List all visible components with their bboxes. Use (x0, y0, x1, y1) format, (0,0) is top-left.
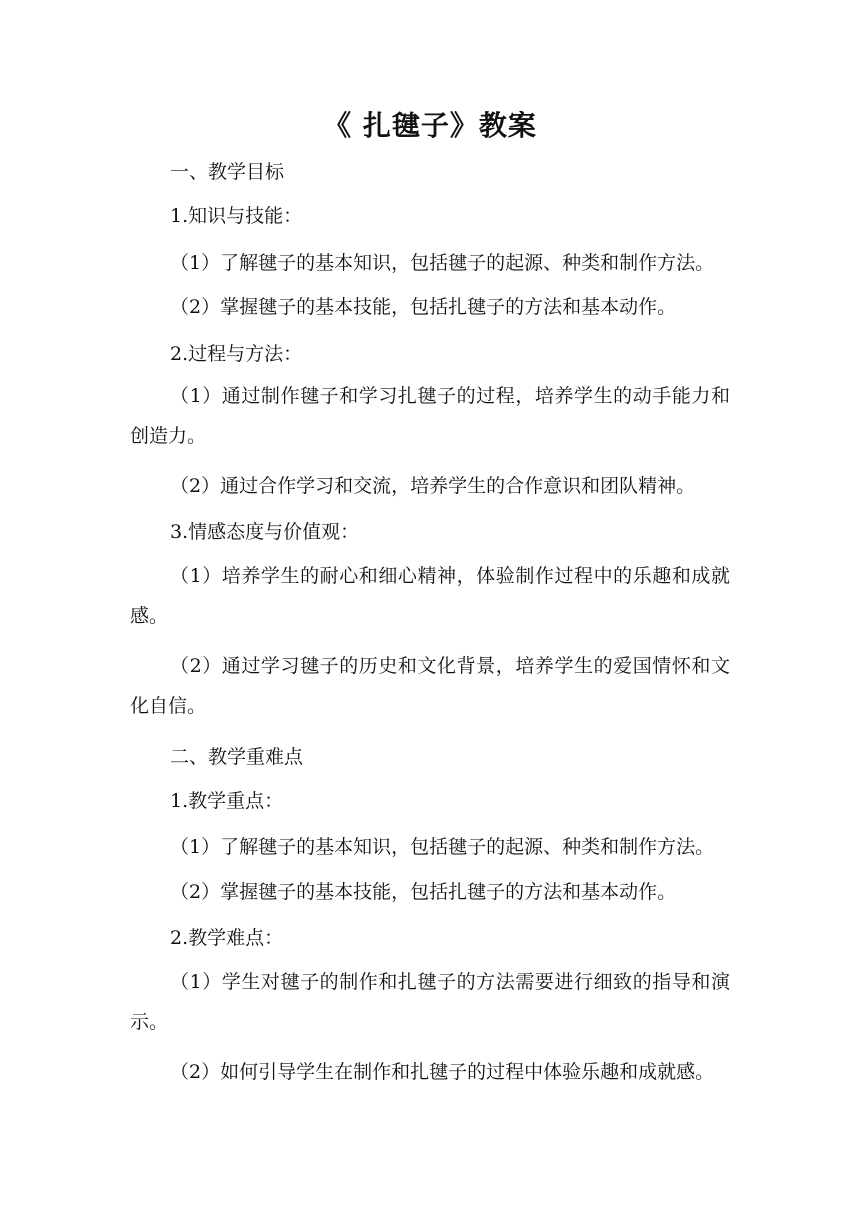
document-title: 《 扎毽子》教案 (323, 109, 537, 142)
subheading-difficulty: 2.教学难点： (170, 927, 284, 949)
paragraph: （2）通过学习毽子的历史和文化背景，培养学生的爱国情怀和文化自信。 (130, 655, 730, 717)
paragraph: （1）培养学生的耐心和细心精神，体验制作过程中的乐趣和成就感。 (130, 565, 730, 627)
subheading-process-methods: 2.过程与方法： (170, 343, 303, 365)
paragraph: （2）通过合作学习和交流，培养学生的合作意识和团队精神。 (170, 475, 696, 497)
section-heading-objectives: 一、教学目标 (170, 161, 285, 183)
subheading-focus: 1.教学重点： (170, 790, 284, 812)
paragraph: （1）通过制作毽子和学习扎毽子的过程，培养学生的动手能力和创造力。 (130, 385, 730, 447)
paragraph: （1）了解毽子的基本知识，包括毽子的起源、种类和制作方法。 (170, 836, 715, 858)
paragraph: （1）了解毽子的基本知识，包括毽子的起源、种类和制作方法。 (170, 252, 715, 274)
paragraph: （2）掌握毽子的基本技能，包括扎毽子的方法和基本动作。 (170, 296, 677, 318)
paragraph: （1）学生对毽子的制作和扎毽子的方法需要进行细致的指导和演示。 (130, 971, 730, 1033)
paragraph: （2）如何引导学生在制作和扎毽子的过程中体验乐趣和成就感。 (170, 1061, 715, 1083)
subheading-attitude-values: 3.情感态度与价值观： (170, 521, 360, 543)
section-heading-key-points: 二、教学重难点 (170, 746, 304, 768)
subheading-knowledge-skills: 1.知识与技能： (170, 205, 303, 227)
paragraph: （2）掌握毽子的基本技能，包括扎毽子的方法和基本动作。 (170, 881, 677, 903)
